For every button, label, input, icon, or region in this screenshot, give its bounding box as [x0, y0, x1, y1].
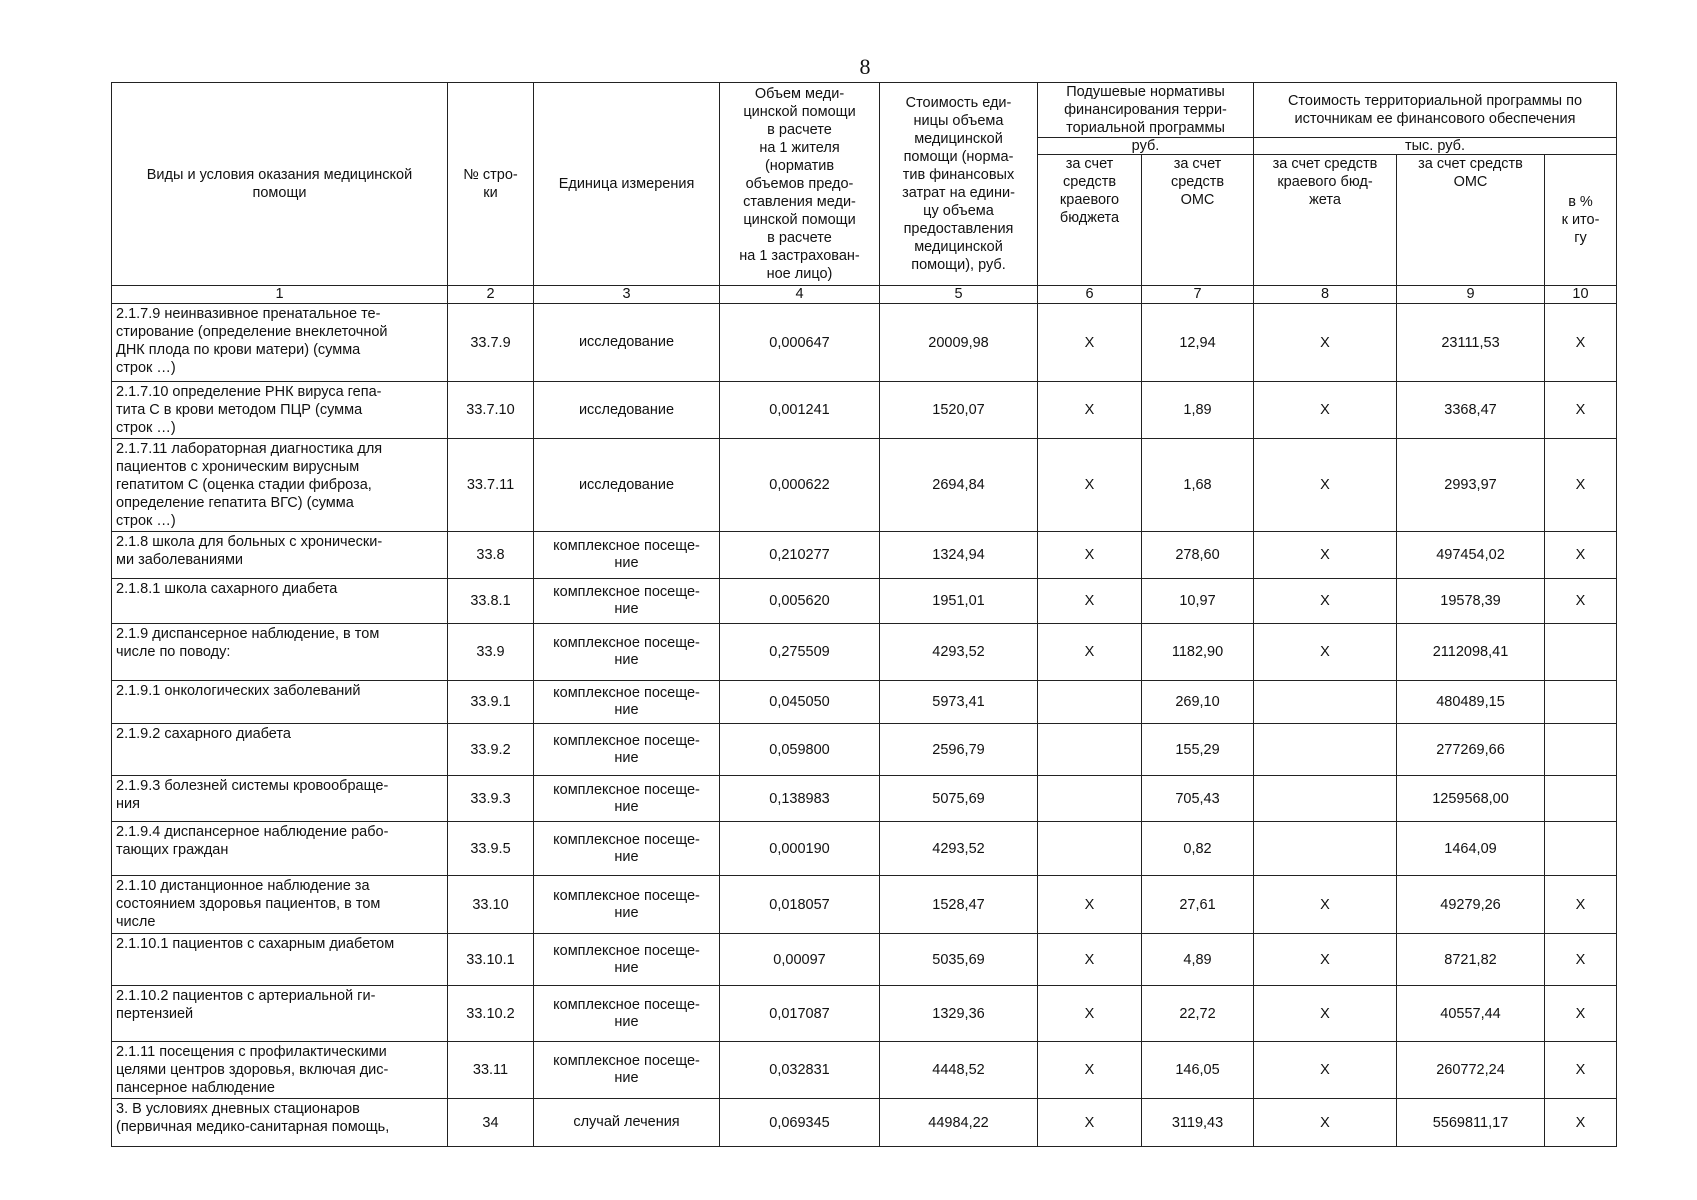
- unit-cell: комплексное посеще- ние: [534, 579, 720, 624]
- page-number: 8: [859, 54, 871, 79]
- care-type-cell: 2.1.10.1 пациентов с сахарным диабетом: [112, 934, 448, 986]
- oms-cost-cell: 40557,44: [1397, 986, 1545, 1042]
- regional-budget-cost-cell: [1254, 724, 1397, 776]
- unit-cell: комплексное посеще- ние: [534, 934, 720, 986]
- header-regional-budget-norm: за счет средств краевого бюджета: [1038, 155, 1142, 286]
- volume-cell: 0,275509: [720, 624, 880, 681]
- unit-cell: комплексное посеще- ние: [534, 1042, 720, 1099]
- unit-cost-cell: 4293,52: [880, 822, 1038, 876]
- regional-budget-norm-cell: X: [1038, 579, 1142, 624]
- oms-norm-cell: 155,29: [1142, 724, 1254, 776]
- line-number-cell: 33.7.9: [448, 304, 534, 382]
- oms-norm-cell: 22,72: [1142, 986, 1254, 1042]
- unit-cell: комплексное посеще- ние: [534, 776, 720, 822]
- oms-norm-cell: 1,89: [1142, 382, 1254, 439]
- line-number-cell: 33.10: [448, 876, 534, 934]
- table-header: [112, 83, 1617, 304]
- unit-cost-cell: 4293,52: [880, 624, 1038, 681]
- oms-norm-cell: 705,43: [1142, 776, 1254, 822]
- oms-cost-cell: 23111,53: [1397, 304, 1545, 382]
- regional-budget-norm-cell: X: [1038, 624, 1142, 681]
- column-number: 7: [1142, 286, 1254, 304]
- table-row: [112, 439, 1617, 532]
- line-number-cell: 33.8: [448, 532, 534, 579]
- volume-cell: 0,017087: [720, 986, 880, 1042]
- unit-cell: комплексное посеще- ние: [534, 681, 720, 724]
- line-number-cell: 33.10.1: [448, 934, 534, 986]
- header-per-capita-unit: руб.: [1038, 138, 1254, 155]
- unit-cost-cell: 44984,22: [880, 1099, 1038, 1147]
- table-row: [112, 934, 1617, 986]
- oms-cost-cell: 2112098,41: [1397, 624, 1545, 681]
- regional-budget-cost-cell: X: [1254, 304, 1397, 382]
- unit-cost-cell: 5075,69: [880, 776, 1038, 822]
- regional-budget-norm-cell: X: [1038, 934, 1142, 986]
- regional-budget-cost-cell: X: [1254, 382, 1397, 439]
- line-number-cell: 33.10.2: [448, 986, 534, 1042]
- table-row: [112, 532, 1617, 579]
- regional-budget-cost-cell: [1254, 822, 1397, 876]
- oms-norm-cell: 278,60: [1142, 532, 1254, 579]
- percent-of-total-cell: X: [1545, 532, 1617, 579]
- column-number: 5: [880, 286, 1038, 304]
- volume-cell: 0,000622: [720, 439, 880, 532]
- unit-cost-cell: 2694,84: [880, 439, 1038, 532]
- unit-cost-cell: 1951,01: [880, 579, 1038, 624]
- line-number-cell: 33.9.1: [448, 681, 534, 724]
- volume-cell: 0,059800: [720, 724, 880, 776]
- unit-cell: исследование: [534, 382, 720, 439]
- volume-cell: 0,045050: [720, 681, 880, 724]
- header-oms-norm: за счет средств ОМС: [1142, 155, 1254, 286]
- percent-of-total-cell: [1545, 822, 1617, 876]
- oms-cost-cell: 1259568,00: [1397, 776, 1545, 822]
- unit-cost-cell: 20009,98: [880, 304, 1038, 382]
- line-number-cell: 33.11: [448, 1042, 534, 1099]
- oms-norm-cell: 12,94: [1142, 304, 1254, 382]
- percent-of-total-cell: [1545, 776, 1617, 822]
- oms-cost-cell: 260772,24: [1397, 1042, 1545, 1099]
- percent-of-total-cell: X: [1545, 304, 1617, 382]
- table-row: [112, 579, 1617, 624]
- column-number-row: [112, 286, 1617, 304]
- regional-budget-norm-cell: [1038, 681, 1142, 724]
- line-number-cell: 33.8.1: [448, 579, 534, 624]
- oms-norm-cell: 1,68: [1142, 439, 1254, 532]
- percent-of-total-cell: X: [1545, 1099, 1617, 1147]
- line-number-cell: 34: [448, 1099, 534, 1147]
- column-number: 9: [1397, 286, 1545, 304]
- oms-cost-cell: 277269,66: [1397, 724, 1545, 776]
- volume-cell: 0,00097: [720, 934, 880, 986]
- regional-budget-cost-cell: [1254, 681, 1397, 724]
- table-row: [112, 382, 1617, 439]
- care-type-cell: 2.1.7.11 лабораторная диагностика для пациентов с хроническим вирусным гепатитом С (оценка стадии фиброза, определение гепатита ВГС) (сумма строк …): [112, 439, 448, 532]
- oms-norm-cell: 269,10: [1142, 681, 1254, 724]
- volume-cell: 0,069345: [720, 1099, 880, 1147]
- column-number: 8: [1254, 286, 1397, 304]
- regional-budget-cost-cell: X: [1254, 624, 1397, 681]
- oms-cost-cell: 497454,02: [1397, 532, 1545, 579]
- volume-cell: 0,210277: [720, 532, 880, 579]
- column-number: 10: [1545, 286, 1617, 304]
- oms-norm-cell: 0,82: [1142, 822, 1254, 876]
- table-row: [112, 876, 1617, 934]
- header-volume: Объем меди- цинской помощи в расчете на 1 жителя (норматив объемов предо- ставления меди- цинской помощи в расчете на 1 застрахован- ное лицо): [720, 83, 880, 286]
- unit-cell: комплексное посеще- ние: [534, 822, 720, 876]
- header-unit: Единица измерения: [534, 83, 720, 286]
- regional-budget-norm-cell: X: [1038, 1042, 1142, 1099]
- care-type-cell: 2.1.9.4 диспансерное наблюдение рабо- тающих граждан: [112, 822, 448, 876]
- care-type-cell: 2.1.8 школа для больных с хронически- ми заболеваниями: [112, 532, 448, 579]
- regional-budget-norm-cell: X: [1038, 986, 1142, 1042]
- table-row: [112, 822, 1617, 876]
- percent-of-total-cell: [1545, 681, 1617, 724]
- oms-norm-cell: 146,05: [1142, 1042, 1254, 1099]
- percent-of-total-cell: [1545, 724, 1617, 776]
- oms-cost-cell: 480489,15: [1397, 681, 1545, 724]
- unit-cost-cell: 4448,52: [880, 1042, 1038, 1099]
- percent-of-total-cell: X: [1545, 579, 1617, 624]
- oms-norm-cell: 10,97: [1142, 579, 1254, 624]
- regional-budget-cost-cell: X: [1254, 532, 1397, 579]
- table-row: [112, 1042, 1617, 1099]
- header-line-number: № стро- ки: [448, 83, 534, 286]
- regional-budget-cost-cell: X: [1254, 1099, 1397, 1147]
- oms-cost-cell: 8721,82: [1397, 934, 1545, 986]
- unit-cell: комплексное посеще- ние: [534, 624, 720, 681]
- regional-budget-norm-cell: [1038, 776, 1142, 822]
- oms-norm-cell: 3119,43: [1142, 1099, 1254, 1147]
- unit-cost-cell: 2596,79: [880, 724, 1038, 776]
- unit-cell: комплексное посеще- ние: [534, 876, 720, 934]
- unit-cell: случай лечения: [534, 1099, 720, 1147]
- unit-cost-cell: 5973,41: [880, 681, 1038, 724]
- care-type-cell: 2.1.9.3 болезней системы кровообраще- ния: [112, 776, 448, 822]
- line-number-cell: 33.9.2: [448, 724, 534, 776]
- header-percent-of-total: в % к ито- гу: [1545, 155, 1617, 286]
- regional-budget-norm-cell: [1038, 724, 1142, 776]
- header-oms-cost: за счет средств ОМС: [1397, 155, 1545, 286]
- regional-budget-cost-cell: X: [1254, 876, 1397, 934]
- column-number: 2: [448, 286, 534, 304]
- table-row: [112, 776, 1617, 822]
- table-row: [112, 986, 1617, 1042]
- unit-cell: комплексное посеще- ние: [534, 724, 720, 776]
- percent-of-total-cell: [1545, 624, 1617, 681]
- unit-cost-cell: 1324,94: [880, 532, 1038, 579]
- header-regional-budget-cost: за счет средств краевого бюд- жета: [1254, 155, 1397, 286]
- care-type-cell: 2.1.8.1 школа сахарного диабета: [112, 579, 448, 624]
- table-row: [112, 624, 1617, 681]
- oms-cost-cell: 49279,26: [1397, 876, 1545, 934]
- regional-budget-norm-cell: [1038, 822, 1142, 876]
- percent-of-total-cell: X: [1545, 934, 1617, 986]
- volume-cell: 0,000647: [720, 304, 880, 382]
- volume-cell: 0,032831: [720, 1042, 880, 1099]
- volume-cell: 0,018057: [720, 876, 880, 934]
- unit-cost-cell: 1329,36: [880, 986, 1038, 1042]
- percent-of-total-cell: X: [1545, 876, 1617, 934]
- volume-cell: 0,005620: [720, 579, 880, 624]
- regional-budget-norm-cell: X: [1038, 876, 1142, 934]
- volume-cell: 0,138983: [720, 776, 880, 822]
- care-type-cell: 2.1.9.1 онкологических заболеваний: [112, 681, 448, 724]
- care-type-cell: 2.1.10.2 пациентов с артериальной ги- пертензией: [112, 986, 448, 1042]
- oms-cost-cell: 1464,09: [1397, 822, 1545, 876]
- line-number-cell: 33.7.10: [448, 382, 534, 439]
- oms-norm-cell: 1182,90: [1142, 624, 1254, 681]
- column-number: 4: [720, 286, 880, 304]
- program-cost-table: [111, 82, 1617, 1147]
- line-number-cell: 33.9: [448, 624, 534, 681]
- unit-cost-cell: 5035,69: [880, 934, 1038, 986]
- header-program-cost: Стоимость территориальной программы по источникам ее финансового обеспечения: [1254, 83, 1617, 138]
- care-type-cell: 2.1.11 посещения с профилактическими целями центров здоровья, включая дис- пансерное наблюдение: [112, 1042, 448, 1099]
- care-type-cell: 2.1.7.9 неинвазивное пренатальное те- стирование (определение внеклеточной ДНК плода по крови матери) (сумма строк …): [112, 304, 448, 382]
- regional-budget-norm-cell: X: [1038, 439, 1142, 532]
- table-row: [112, 1099, 1617, 1147]
- regional-budget-norm-cell: X: [1038, 532, 1142, 579]
- header-care-type: Виды и условия оказания медицинской помощи: [112, 83, 448, 286]
- oms-cost-cell: 2993,97: [1397, 439, 1545, 532]
- oms-cost-cell: 19578,39: [1397, 579, 1545, 624]
- oms-cost-cell: 3368,47: [1397, 382, 1545, 439]
- regional-budget-norm-cell: X: [1038, 304, 1142, 382]
- unit-cell: комплексное посеще- ние: [534, 986, 720, 1042]
- care-type-cell: 2.1.10 дистанционное наблюдение за состоянием здоровья пациентов, в том числе: [112, 876, 448, 934]
- table-row: [112, 724, 1617, 776]
- regional-budget-cost-cell: X: [1254, 1042, 1397, 1099]
- unit-cell: комплексное посеще- ние: [534, 532, 720, 579]
- header-unit-cost: Стоимость еди- ницы объема медицинской помощи (норма- тив финансовых затрат на едини- цу объема предоставления медицинской помощи), руб.: [880, 83, 1038, 286]
- oms-norm-cell: 4,89: [1142, 934, 1254, 986]
- column-number: 3: [534, 286, 720, 304]
- unit-cost-cell: 1528,47: [880, 876, 1038, 934]
- percent-of-total-cell: X: [1545, 986, 1617, 1042]
- table-row: [112, 304, 1617, 382]
- unit-cost-cell: 1520,07: [880, 382, 1038, 439]
- column-number: 6: [1038, 286, 1142, 304]
- regional-budget-cost-cell: X: [1254, 579, 1397, 624]
- care-type-cell: 2.1.9 диспансерное наблюдение, в том числе по поводу:: [112, 624, 448, 681]
- regional-budget-cost-cell: X: [1254, 439, 1397, 532]
- line-number-cell: 33.7.11: [448, 439, 534, 532]
- column-number: 1: [112, 286, 448, 304]
- table-body: [112, 304, 1617, 1147]
- percent-of-total-cell: X: [1545, 439, 1617, 532]
- regional-budget-cost-cell: [1254, 776, 1397, 822]
- unit-cell: исследование: [534, 439, 720, 532]
- regional-budget-norm-cell: X: [1038, 382, 1142, 439]
- volume-cell: 0,000190: [720, 822, 880, 876]
- regional-budget-norm-cell: X: [1038, 1099, 1142, 1147]
- regional-budget-cost-cell: X: [1254, 986, 1397, 1042]
- care-type-cell: 2.1.7.10 определение РНК вируса гепа- тита С в крови методом ПЦР (сумма строк …): [112, 382, 448, 439]
- unit-cell: исследование: [534, 304, 720, 382]
- header-program-cost-unit: тыс. руб.: [1254, 138, 1617, 155]
- percent-of-total-cell: X: [1545, 1042, 1617, 1099]
- percent-of-total-cell: X: [1545, 382, 1617, 439]
- care-type-cell: 3. В условиях дневных стационаров (первичная медико-санитарная помощь,: [112, 1099, 448, 1147]
- line-number-cell: 33.9.5: [448, 822, 534, 876]
- regional-budget-cost-cell: X: [1254, 934, 1397, 986]
- table-row: [112, 681, 1617, 724]
- header-per-capita-norms: Подушевые нормативы финансирования терри- ториальной программы: [1038, 83, 1254, 138]
- oms-norm-cell: 27,61: [1142, 876, 1254, 934]
- volume-cell: 0,001241: [720, 382, 880, 439]
- line-number-cell: 33.9.3: [448, 776, 534, 822]
- oms-cost-cell: 5569811,17: [1397, 1099, 1545, 1147]
- care-type-cell: 2.1.9.2 сахарного диабета: [112, 724, 448, 776]
